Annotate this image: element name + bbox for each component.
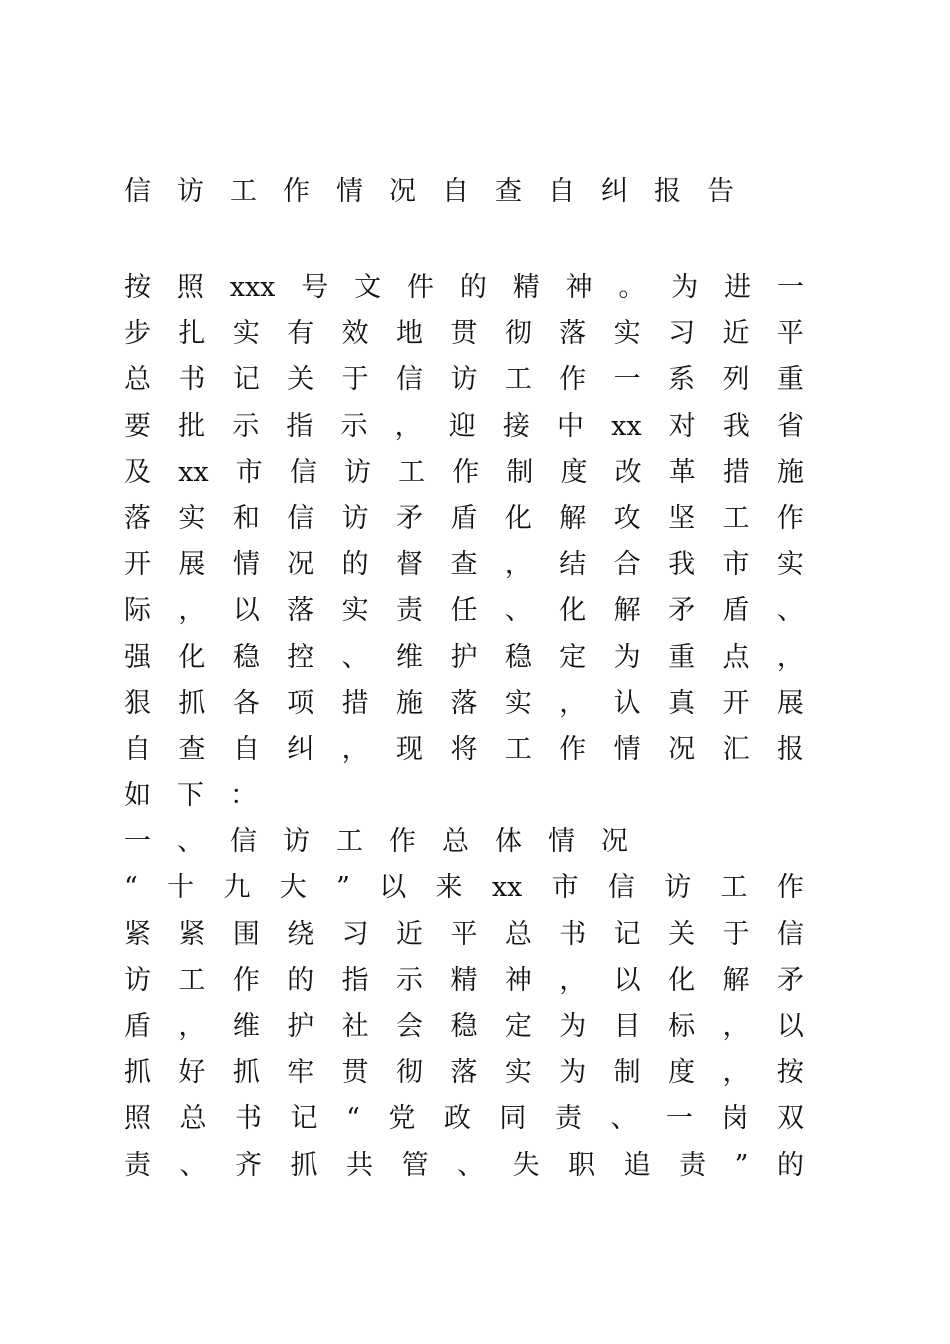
body-glyph: 施 xyxy=(396,687,424,719)
body-glyph: 及 xyxy=(124,456,151,488)
body-glyph: 工 xyxy=(722,502,750,534)
body-line xyxy=(124,404,804,450)
body-glyph: 落 xyxy=(287,595,315,627)
body-glyph: 点 xyxy=(722,641,750,673)
body-line xyxy=(124,450,804,496)
body-glyph: 坚 xyxy=(668,502,696,534)
body-glyph: 解 xyxy=(559,502,587,534)
body-glyph: 十 xyxy=(167,872,195,904)
body-glyph: 一 xyxy=(665,1103,693,1135)
body-glyph: 步 xyxy=(124,318,151,350)
body-glyph: 真 xyxy=(668,687,696,719)
body-glyph: 、 xyxy=(610,1103,638,1135)
body-glyph: 自 xyxy=(232,733,260,765)
body-glyph: 、 xyxy=(504,595,532,627)
body-glyph: 书 xyxy=(235,1103,263,1135)
body-glyph: 展 xyxy=(178,549,206,581)
body-glyph: 以 xyxy=(613,964,641,996)
body-glyph: 指 xyxy=(286,410,314,442)
body-glyph: 扎 xyxy=(178,318,206,350)
body-glyph: 况 xyxy=(287,549,315,581)
body-glyph: 平 xyxy=(776,318,804,350)
body-glyph: 于 xyxy=(722,918,750,950)
body-glyph: 示 xyxy=(340,410,368,442)
body-glyph: 号 xyxy=(301,272,329,303)
body-glyph: 紧 xyxy=(178,918,206,950)
body-glyph: 制 xyxy=(613,1057,641,1089)
body-glyph: 信 xyxy=(287,502,315,534)
body-glyph: ， xyxy=(178,1011,206,1042)
body-line xyxy=(124,1096,804,1142)
body-glyph: 稳 xyxy=(232,641,260,673)
body-glyph: 示 xyxy=(396,964,424,996)
body-line xyxy=(124,265,804,311)
body-glyph: 现 xyxy=(396,733,424,765)
body-glyph: 各 xyxy=(232,687,260,719)
body-glyph: 责 xyxy=(679,1149,707,1181)
body-glyph: 齐 xyxy=(235,1149,263,1181)
body-glyph: 实 xyxy=(178,502,206,534)
body-glyph: 情 xyxy=(613,733,641,765)
body-glyph: 近 xyxy=(722,318,750,350)
body-glyph: 地 xyxy=(396,318,424,350)
body-glyph: 化 xyxy=(668,964,696,996)
body-glyph: 认 xyxy=(613,687,641,719)
body-glyph: 市 xyxy=(551,872,579,904)
body-glyph: 件 xyxy=(406,272,434,303)
body-glyph: 追 xyxy=(623,1149,651,1181)
body-glyph: 市 xyxy=(722,549,750,581)
body-glyph: 盾 xyxy=(450,502,478,534)
body-glyph: 矛 xyxy=(396,502,424,534)
body-glyph: 定 xyxy=(504,1011,532,1042)
body-glyph: ， xyxy=(776,641,804,673)
body-glyph: 制 xyxy=(506,456,534,488)
body-glyph: 示 xyxy=(232,410,260,442)
body-glyph: 岗 xyxy=(721,1103,749,1135)
body-glyph: 记 xyxy=(613,918,641,950)
body-glyph: 定 xyxy=(559,641,587,673)
body-glyph: 落 xyxy=(559,318,587,350)
body-glyph: 总 xyxy=(504,918,532,950)
body-glyph: 神 xyxy=(504,964,532,996)
body-glyph: 党 xyxy=(388,1103,416,1135)
body-line xyxy=(124,311,804,357)
body-glyph: 共 xyxy=(346,1149,374,1181)
body-glyph: 落 xyxy=(450,687,478,719)
body-glyph: 工 xyxy=(720,872,748,904)
body-glyph: 化 xyxy=(559,595,587,627)
body-glyph: 以 xyxy=(776,1011,804,1042)
body-glyph: 开 xyxy=(722,687,750,719)
body-glyph: 督 xyxy=(396,549,424,581)
body-glyph: 措 xyxy=(341,687,369,719)
body-glyph: 大 xyxy=(279,872,307,904)
body-glyph: 护 xyxy=(287,1011,315,1042)
body-glyph: 抓 xyxy=(232,1057,260,1089)
body-glyph: 合 xyxy=(613,549,641,581)
body-glyph: 照 xyxy=(176,272,204,303)
body-glyph: ， xyxy=(504,549,532,581)
body-glyph: 为 xyxy=(613,641,641,673)
body-glyph: 一 xyxy=(777,272,804,303)
body-glyph: 实 xyxy=(341,595,369,627)
body-glyph: 访 xyxy=(341,502,369,534)
body-glyph: 盾 xyxy=(722,595,750,627)
body-line xyxy=(124,635,804,681)
body-glyph: 实 xyxy=(232,318,260,350)
body-glyph: 实 xyxy=(504,1057,532,1089)
body-glyph: 省 xyxy=(776,410,804,442)
body-glyph: 自 xyxy=(124,733,151,765)
body-glyph: ， xyxy=(341,733,369,765)
body-glyph: 访 xyxy=(664,872,692,904)
body-glyph: 访 xyxy=(124,964,151,996)
body-glyph: 精 xyxy=(512,272,540,303)
body-glyph: 任 xyxy=(450,595,478,627)
body-glyph: 稳 xyxy=(450,1011,478,1042)
body-glyph: 责 xyxy=(124,1149,151,1181)
body-glyph: 失 xyxy=(512,1149,540,1181)
body-glyph: 以 xyxy=(232,595,260,627)
body-glyph: 信 xyxy=(396,364,424,396)
body-glyph: 抓 xyxy=(124,1057,151,1089)
body-glyph: 工 xyxy=(398,456,426,488)
body-glyph: 一 xyxy=(613,364,641,396)
body-glyph: 情 xyxy=(232,549,260,581)
body-glyph: 、 xyxy=(457,1149,485,1181)
body-glyph: 精 xyxy=(450,964,478,996)
body-glyph: 效 xyxy=(341,318,369,350)
body-glyph: 汇 xyxy=(722,733,750,765)
body-glyph: 我 xyxy=(722,410,750,442)
body-glyph: ， xyxy=(722,1057,750,1089)
body-glyph: 抓 xyxy=(178,687,206,719)
body-glyph: 矛 xyxy=(668,595,696,627)
body-glyph: 落 xyxy=(124,502,151,534)
body-glyph: 狠 xyxy=(124,687,151,719)
body-line xyxy=(124,1050,804,1096)
body-glyph: 作 xyxy=(452,456,480,488)
body-glyph: 度 xyxy=(668,1057,696,1089)
body-glyph: 作 xyxy=(232,964,260,996)
body-glyph: 神 xyxy=(565,272,593,303)
body-line xyxy=(124,357,804,403)
body-glyph: 为 xyxy=(671,272,699,303)
body-glyph: 化 xyxy=(178,641,206,673)
body-glyph: 为 xyxy=(559,1057,587,1089)
body-glyph: 攻 xyxy=(613,502,641,534)
body-line xyxy=(124,588,804,634)
body-glyph: 对 xyxy=(668,410,696,442)
document-title: 信访工作情况自查自纠报告 xyxy=(124,176,760,207)
body-glyph: 平 xyxy=(450,918,478,950)
body-glyph: 解 xyxy=(613,595,641,627)
body-glyph: 中 xyxy=(557,410,584,442)
body-glyph: 开 xyxy=(124,549,151,581)
body-glyph: 护 xyxy=(450,641,478,673)
body-glyph: 、 xyxy=(341,641,369,673)
body-glyph: 和 xyxy=(232,502,260,534)
body-glyph: 好 xyxy=(178,1057,206,1089)
body-glyph: 访 xyxy=(343,456,371,488)
body-line xyxy=(124,912,804,958)
body-glyph: 施 xyxy=(776,456,804,488)
body-glyph: 革 xyxy=(668,456,696,488)
body-line: 一、信访工作总体情况 xyxy=(124,826,654,858)
body-glyph: 批 xyxy=(178,410,206,442)
body-glyph: 要 xyxy=(124,410,151,442)
body-line xyxy=(124,1143,804,1189)
body-glyph: 管 xyxy=(401,1149,429,1181)
body-glyph: 绕 xyxy=(287,918,315,950)
body-glyph: 照 xyxy=(124,1103,151,1135)
body-glyph: 贯 xyxy=(450,318,478,350)
body-glyph: 接 xyxy=(502,410,530,442)
body-glyph: 作 xyxy=(559,733,587,765)
body-glyph: 社 xyxy=(341,1011,369,1042)
body-glyph: 度 xyxy=(560,456,588,488)
body-glyph: 改 xyxy=(614,456,642,488)
body-glyph: 实 xyxy=(613,318,641,350)
body-glyph: 重 xyxy=(776,364,804,396)
body-glyph: 化 xyxy=(504,502,532,534)
body-glyph: 作 xyxy=(776,502,804,534)
body-glyph: 于 xyxy=(341,364,369,396)
body-glyph: xxx xyxy=(229,272,276,303)
body-glyph: 措 xyxy=(722,456,750,488)
body-glyph: 职 xyxy=(568,1149,596,1181)
body-glyph: 矛 xyxy=(776,964,804,996)
body-glyph: 落 xyxy=(450,1057,478,1089)
body-glyph: 结 xyxy=(559,549,587,581)
body-glyph: 列 xyxy=(722,364,750,396)
body-glyph: 的 xyxy=(287,964,315,996)
body-glyph: 实 xyxy=(504,687,532,719)
body-glyph: 关 xyxy=(287,364,315,396)
body-line xyxy=(124,727,804,773)
body-glyph: 市 xyxy=(235,456,263,488)
body-glyph: 作 xyxy=(559,364,587,396)
body-glyph: 查 xyxy=(178,733,206,765)
body-glyph: 来 xyxy=(435,872,463,904)
body-glyph: 标 xyxy=(668,1011,696,1042)
body-glyph: 项 xyxy=(287,687,315,719)
body-line xyxy=(124,865,804,911)
body-glyph: 维 xyxy=(232,1011,260,1042)
body-glyph: 的 xyxy=(459,272,487,303)
body-glyph: 控 xyxy=(287,641,315,673)
body-glyph: 抓 xyxy=(290,1149,318,1181)
body-glyph: 工 xyxy=(504,364,532,396)
body-glyph: 彻 xyxy=(396,1057,424,1089)
body-glyph: 以 xyxy=(379,872,407,904)
body-glyph: 访 xyxy=(450,364,478,396)
body-line xyxy=(124,1004,804,1050)
body-glyph: 进 xyxy=(724,272,752,303)
body-glyph: 将 xyxy=(450,733,478,765)
body-glyph: 指 xyxy=(341,964,369,996)
body-glyph: 责 xyxy=(554,1103,582,1135)
body-glyph: 。 xyxy=(618,272,646,303)
body-glyph: 紧 xyxy=(124,918,151,950)
body-glyph: 作 xyxy=(776,872,804,904)
body-glyph: 重 xyxy=(668,641,696,673)
body-glyph: 总 xyxy=(124,364,151,396)
document-body xyxy=(124,265,804,1189)
body-glyph: 记 xyxy=(290,1103,318,1135)
body-glyph: ， xyxy=(722,1011,750,1042)
body-glyph: 我 xyxy=(668,549,696,581)
body-glyph: 文 xyxy=(354,272,382,303)
body-glyph: 总 xyxy=(179,1103,207,1135)
body-glyph: 习 xyxy=(668,318,696,350)
body-glyph: 牢 xyxy=(287,1057,315,1089)
body-glyph: xx xyxy=(611,410,642,442)
body-glyph: 同 xyxy=(499,1103,527,1135)
body-glyph: 书 xyxy=(178,364,206,396)
body-glyph: ” xyxy=(336,872,350,904)
body-glyph: “ xyxy=(346,1103,360,1135)
body-line xyxy=(124,958,804,1004)
body-glyph: 九 xyxy=(223,872,251,904)
body-glyph: 责 xyxy=(396,595,424,627)
body-glyph: 、 xyxy=(179,1149,207,1181)
body-glyph: 解 xyxy=(722,964,750,996)
body-glyph: 信 xyxy=(776,918,804,950)
body-glyph: 为 xyxy=(559,1011,587,1042)
body-glyph: 的 xyxy=(777,1149,804,1181)
body-glyph: ， xyxy=(559,687,587,719)
body-glyph: 习 xyxy=(341,918,369,950)
body-glyph: 工 xyxy=(178,964,206,996)
body-glyph: 贯 xyxy=(341,1057,369,1089)
body-glyph: 际 xyxy=(124,595,151,627)
body-glyph: ， xyxy=(394,410,422,442)
body-glyph: 双 xyxy=(777,1103,804,1135)
body-glyph: 系 xyxy=(668,364,696,396)
body-glyph: 实 xyxy=(776,549,804,581)
body-glyph: 信 xyxy=(607,872,635,904)
body-glyph: 按 xyxy=(124,272,151,303)
body-glyph: 况 xyxy=(668,733,696,765)
body-line: 如下： xyxy=(124,780,283,812)
body-glyph: 报 xyxy=(776,733,804,765)
body-glyph: 的 xyxy=(341,549,369,581)
body-glyph: xx xyxy=(491,872,523,904)
body-glyph: 信 xyxy=(289,456,317,488)
body-glyph: 稳 xyxy=(504,641,532,673)
body-glyph: 有 xyxy=(287,318,315,350)
body-line xyxy=(124,681,804,727)
body-glyph: “ xyxy=(124,872,138,904)
body-glyph: 围 xyxy=(232,918,260,950)
body-glyph: 目 xyxy=(613,1011,641,1042)
body-glyph: 查 xyxy=(450,549,478,581)
body-glyph: ， xyxy=(559,964,587,996)
body-glyph: 关 xyxy=(668,918,696,950)
body-glyph: 书 xyxy=(559,918,587,950)
body-glyph: 政 xyxy=(443,1103,471,1135)
body-line xyxy=(124,496,804,542)
body-glyph: xx xyxy=(178,456,209,488)
body-glyph: 展 xyxy=(776,687,804,719)
body-glyph: 强 xyxy=(124,641,151,673)
body-glyph: 盾 xyxy=(124,1011,151,1042)
body-glyph: ， xyxy=(178,595,206,627)
body-glyph: 、 xyxy=(776,595,804,627)
body-line xyxy=(124,542,804,588)
body-glyph: 工 xyxy=(504,733,532,765)
body-glyph: 会 xyxy=(396,1011,424,1042)
body-glyph: 近 xyxy=(396,918,424,950)
body-glyph: ” xyxy=(734,1149,749,1181)
body-glyph: 纠 xyxy=(287,733,315,765)
body-glyph: 按 xyxy=(776,1057,804,1089)
body-glyph: 彻 xyxy=(504,318,532,350)
body-glyph: 迎 xyxy=(448,410,476,442)
body-glyph: 维 xyxy=(396,641,424,673)
body-glyph: 记 xyxy=(232,364,260,396)
